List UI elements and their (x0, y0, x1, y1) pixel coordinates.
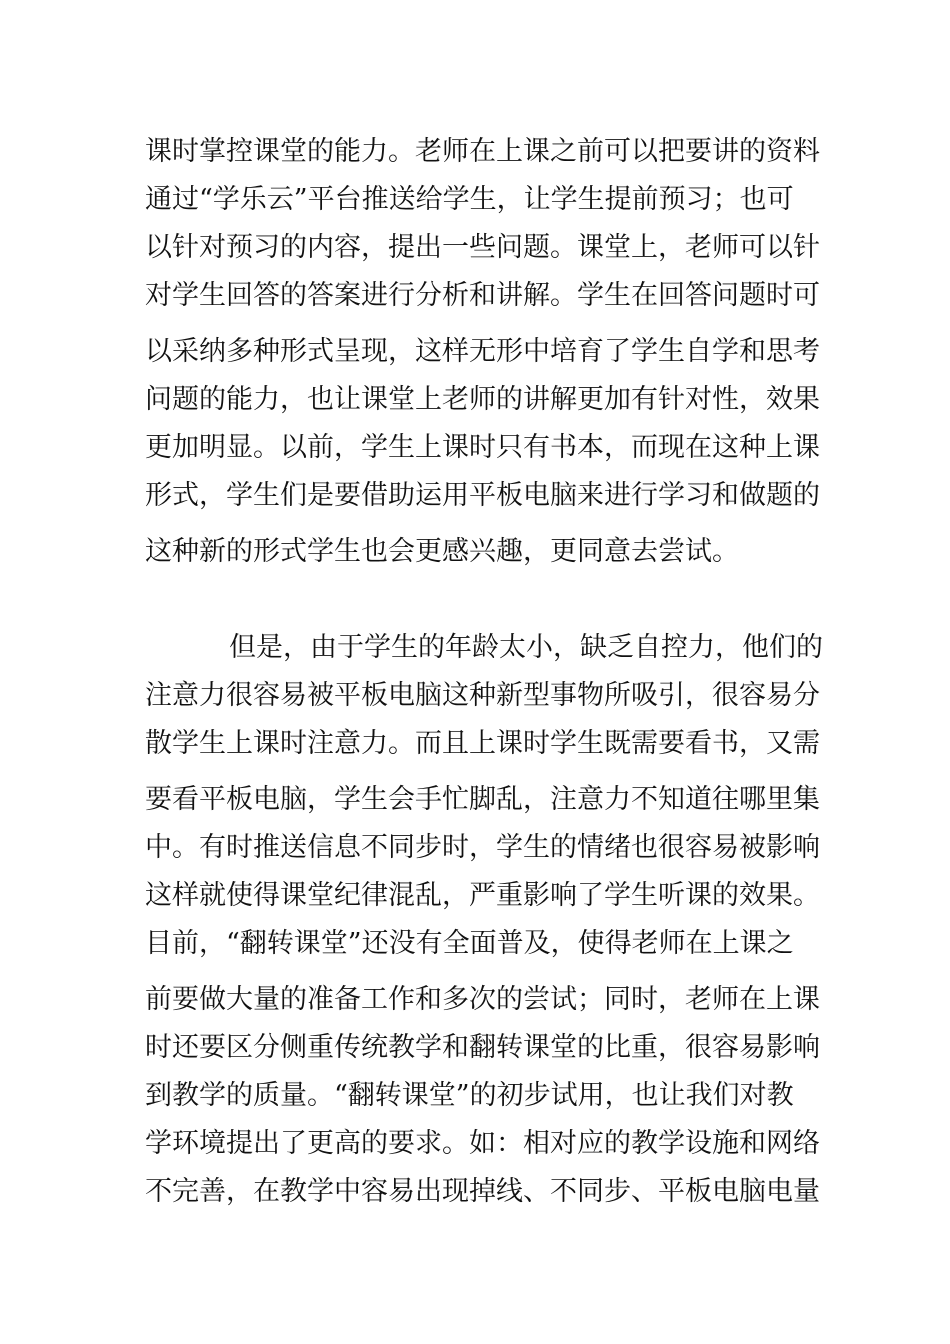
text-line: 学环境提出了更高的要求。如：相对应的教学设施和网络 (145, 1128, 820, 1159)
text-line: 前要做大量的准备工作和多次的尝试；同时，老师在上课 (145, 984, 820, 1015)
text-line: 对学生回答的答案进行分析和讲解。学生在回答问题时可 (145, 280, 820, 311)
text-line: 以针对预习的内容，提出一些问题。课堂上，老师可以针 (145, 232, 820, 263)
text-line: 这种新的形式学生也会更感兴趣，更同意去尝试。 (145, 536, 739, 567)
text-line: 这样就使得课堂纪律混乱，严重影响了学生听课的效果。 (145, 880, 820, 911)
text-line: 目前，“翻转课堂”还没有全面普及，使得老师在上课之 (145, 928, 794, 959)
text-line: 问题的能力，也让课堂上老师的讲解更加有针对性，效果 (145, 384, 820, 415)
text-line: 更加明显。以前，学生上课时只有书本，而现在这种上课 (145, 432, 820, 463)
text-line: 要看平板电脑，学生会手忙脚乱，注意力不知道往哪里集 (145, 784, 820, 815)
text-line: 形式，学生们是要借助运用平板电脑来进行学习和做题的 (145, 480, 820, 511)
text-line: 散学生上课时注意力。而且上课时学生既需要看书，又需 (145, 728, 820, 759)
text-line: 时还要区分侧重传统教学和翻转课堂的比重，很容易影响 (145, 1032, 820, 1063)
text-line: 不完善，在教学中容易出现掉线、不同步、平板电脑电量 (145, 1176, 820, 1207)
text-line: 通过“学乐云”平台推送给学生，让学生提前预习；也可 (145, 184, 794, 215)
text-line: 但是，由于学生的年龄太小，缺乏自控力，他们的 (229, 632, 823, 663)
text-line: 课时掌控课堂的能力。老师在上课之前可以把要讲的资料 (145, 136, 820, 167)
text-line: 到教学的质量。“翻转课堂”的初步试用，也让我们对教 (145, 1080, 794, 1111)
text-line: 注意力很容易被平板电脑这种新型事物所吸引，很容易分 (145, 680, 820, 711)
text-line: 中。有时推送信息不同步时，学生的情绪也很容易被影响 (145, 832, 820, 863)
text-line: 以采纳多种形式呈现，这样无形中培育了学生自学和思考 (145, 336, 820, 367)
